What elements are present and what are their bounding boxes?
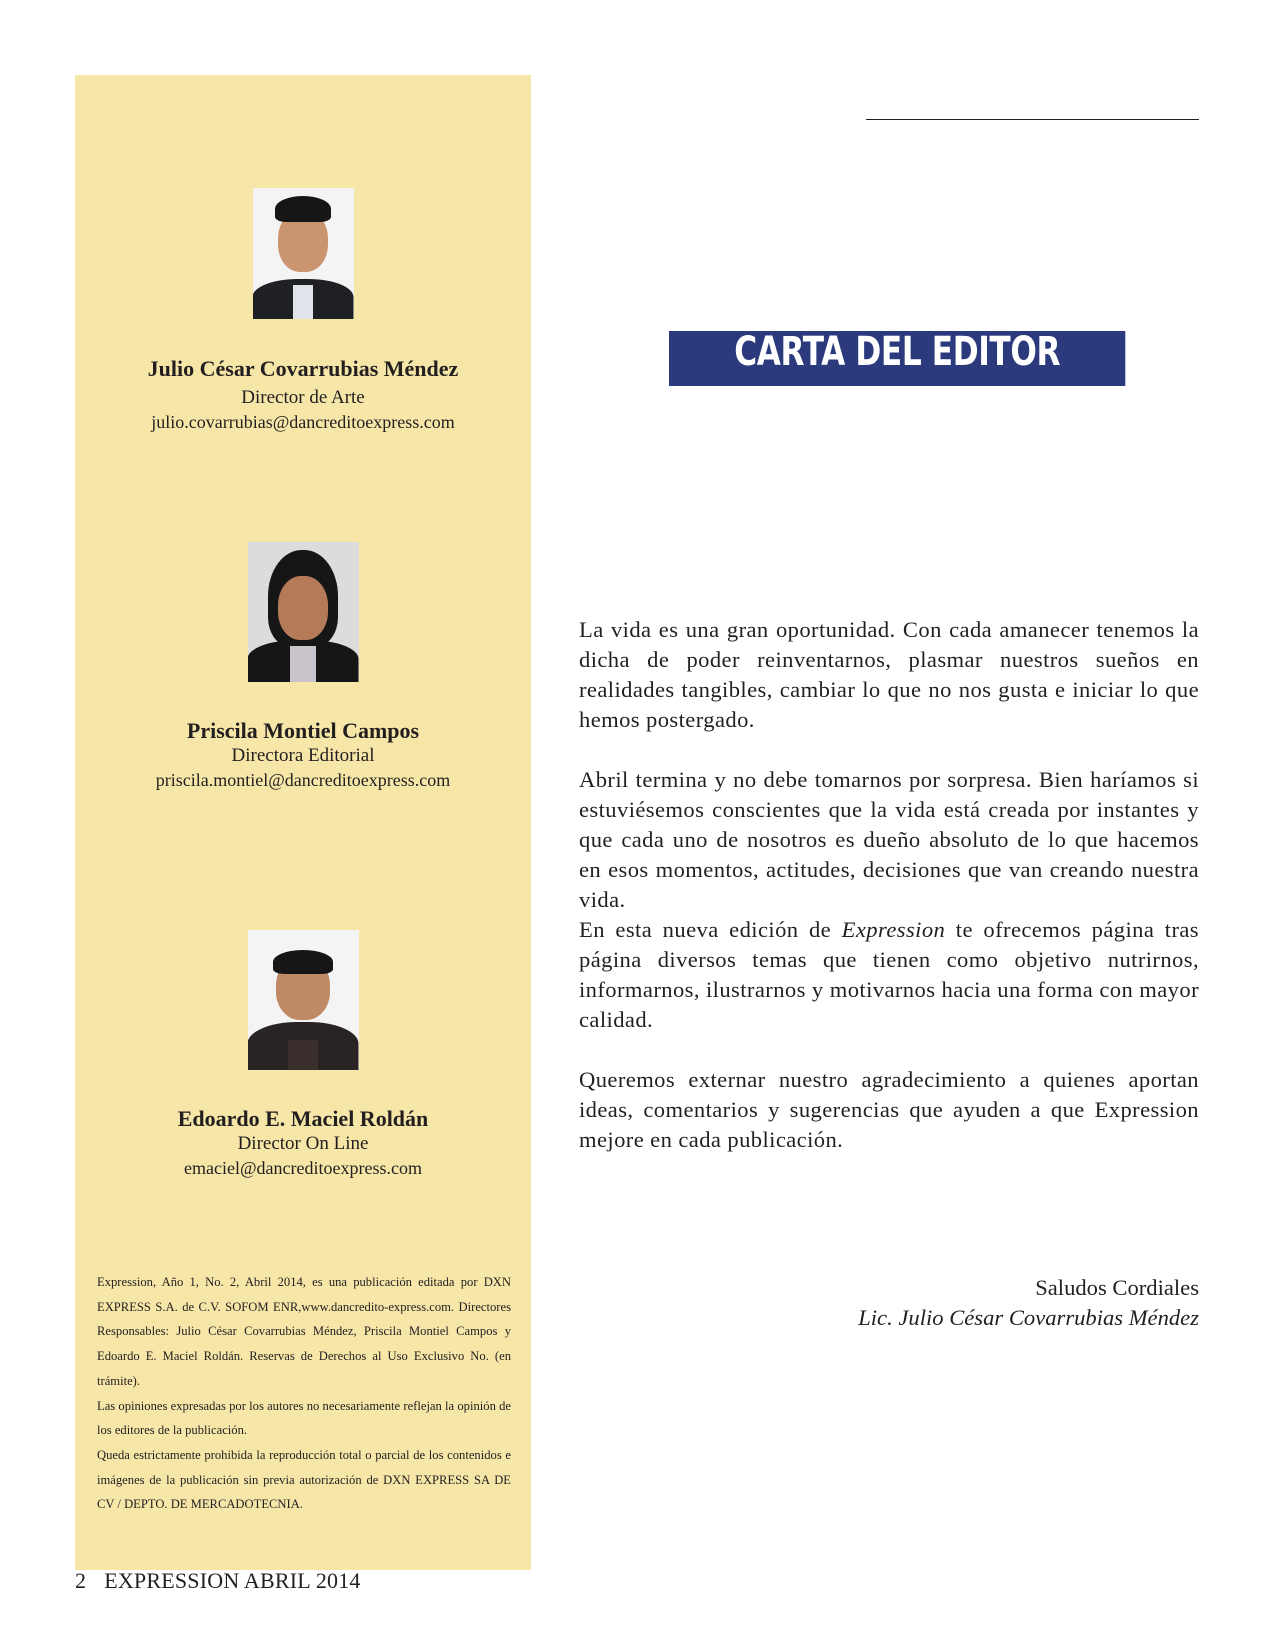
staff-member-3 <box>75 930 531 1180</box>
signature-block <box>760 1273 1199 1333</box>
header-rule <box>866 119 1199 120</box>
letter-paragraph: La vida es una gran oportunidad. Con cada amanecer tenemos la dicha de poder reinventarnos, plasmar nuestros sueños en realidades tangibles, cambiar lo que no nos gusta e iniciar lo que hemos postergado. <box>579 617 1199 732</box>
staff-photo <box>248 542 359 682</box>
staff-photo <box>248 930 359 1070</box>
staff-name: Edoardo E. Maciel Roldán <box>177 1106 429 1131</box>
staff-sidebar <box>75 75 531 1570</box>
legal-paragraph: Queda estrictamente prohibida la reproducción total o parcial de los contenidos e imágenes de la publicación sin previa autorización de DXN EXPRESS SA DE CV / DEPTO. DE MERCADOTECNIA. <box>97 1447 511 1512</box>
staff-role: Directora Editorial <box>231 745 375 766</box>
page-footer <box>75 1568 379 1594</box>
staff-photo <box>253 188 354 319</box>
letter-paragraph: Abril termina y no debe tomarnos por sorpresa. Bien haríamos si estuviésemos conscientes que la vida está creada por instantes y que cada uno de nosotros es dueño absoluto de lo que hacemos en esos momentos, actitudes, decisiones que van creando nuestra vida. <box>579 767 1199 912</box>
section-title-text: CARTA DEL EDITOR <box>734 331 1061 375</box>
page-number: 2 <box>75 1568 87 1593</box>
staff-role: Director On Line <box>237 1133 369 1154</box>
staff-name: Priscila Montiel Campos <box>186 718 420 743</box>
letter-paragraph: En esta nueva edición de Expression te ofrecemos página tras página diversos temas que tienen como objetivo nutrirnos, informarnos, ilustrarnos y motivarnos hacia una forma con mayor calidad. <box>579 917 1199 1032</box>
letter-paragraph: Queremos externar nuestro agradecimiento a quienes aportan ideas, comentarios y sugerencias que ayuden a que Expression mejore en cada publicación. <box>579 1067 1199 1152</box>
section-title <box>669 331 1125 386</box>
staff-role: Director de Arte <box>241 387 365 408</box>
staff-email: emaciel@dancreditoexpress.com <box>184 1158 422 1178</box>
staff-email: priscila.montiel@dancreditoexpress.com <box>155 770 451 790</box>
staff-name: Julio César Covarrubias Méndez <box>147 356 459 381</box>
legal-notice <box>97 1270 511 1517</box>
legal-paragraph: Las opiniones expresadas por los autores no necesariamente reflejan la opinión de los editores de la publicación. <box>97 1398 511 1438</box>
signature-name: Lic. Julio César Covarrubias Méndez <box>858 1305 1199 1330</box>
signature-greeting: Saludos Cordiales <box>1035 1275 1199 1300</box>
publication-issue: EXPRESSION ABRIL 2014 <box>104 1568 361 1593</box>
staff-email: julio.covarrubias@dancreditoexpress.com <box>151 412 455 432</box>
staff-member-2 <box>75 542 531 792</box>
editor-letter <box>579 615 1199 1185</box>
staff-member-1 <box>75 188 531 434</box>
legal-paragraph: Expression, Año 1, No. 2, Abril 2014, es una publicación editada por DXN EXPRESS S.A. de C.V. SOFOM ENR,www.dancredito-express.com. Directores Responsables: Julio César Covarrubias Méndez, Priscila Montiel Campos y Edoardo E. Maciel Roldán. Reservas de Derechos al Uso Exclusivo No. (en trámite). <box>97 1275 511 1388</box>
magazine-name: Expression <box>841 917 946 942</box>
